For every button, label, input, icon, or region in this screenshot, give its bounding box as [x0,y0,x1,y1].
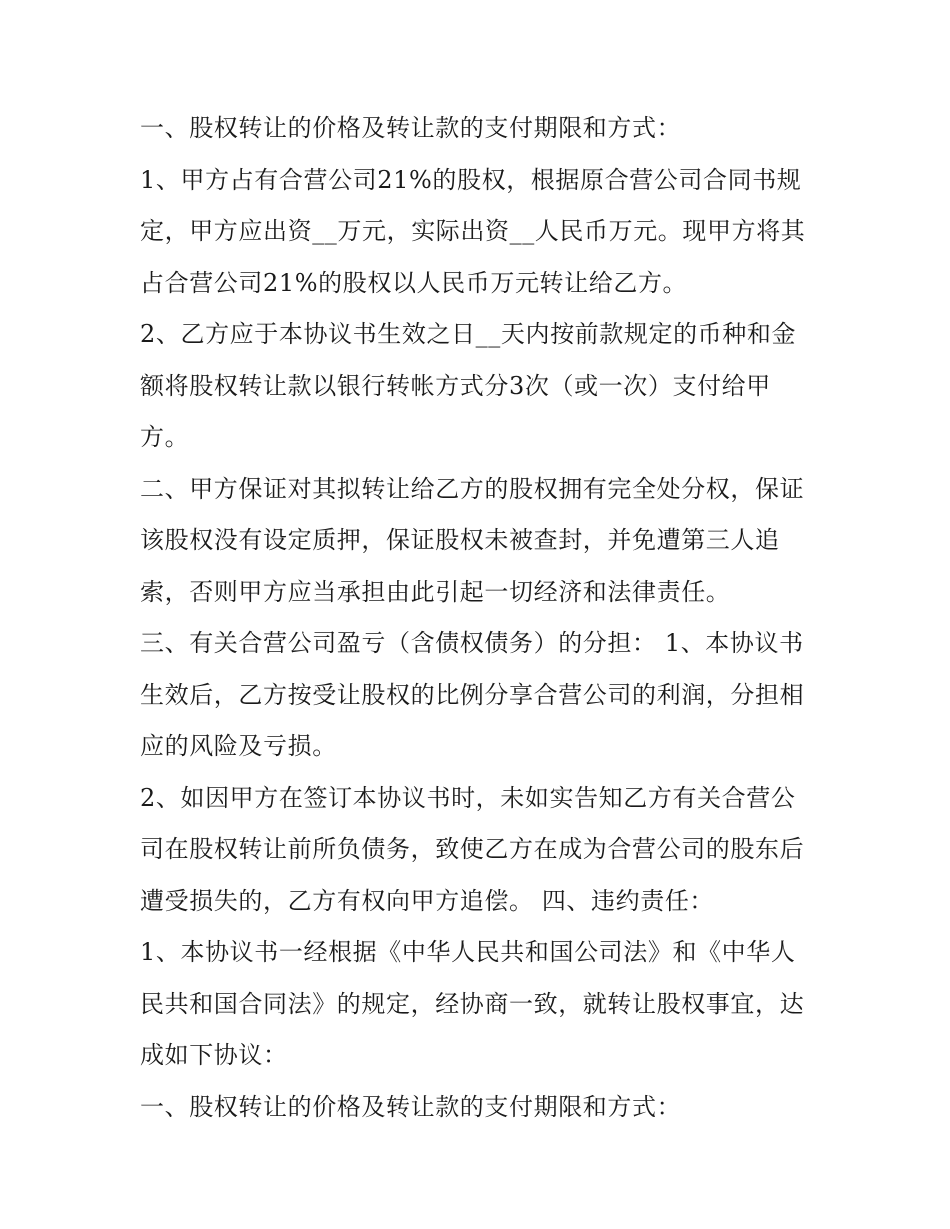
paragraph-2: 1、甲方占有合营公司21%的股权，根据原合营公司合同书规定，甲方应出资__万元，实际出资__人民币万元。现甲方将其占合营公司21%的股权以人民币万元转让给乙方。 [140,165,806,297]
paragraph-7: 1、本协议书一经根据《中华人民共和国公司法》和《中华人民共和国合同法》的规定，经协商一致，就转让股权事宜，达成如下协议： [140,938,805,1069]
paragraph-3: 2、乙方应于本协议书生效之日__天内按前款规定的币种和金额将股权转让款以银行转帐方式分3次（或一次）支付给甲方。 [140,320,797,451]
paragraph-4: 二、甲方保证对其拟转让给乙方的股权拥有完全处分权，保证该股权没有设定质押，保证股权未被查封，并免遭第三人追索，否则甲方应当承担由此引起一切经济和法律责任。 [140,474,805,606]
paragraph-5: 三、有关合营公司盈亏（含债权债务）的分担： 1、本协议书生效后，乙方按受让股权的比例分享合营公司的利润，分担相应的风险及亏损。 [140,629,805,760]
paragraph-1: 一、股权转让的价格及转让款的支付期限和方式： [140,114,682,142]
document-body [140,103,820,1133]
paragraph-8: 一、股权转让的价格及转让款的支付期限和方式： [140,1092,682,1121]
paragraph-6: 2、如因甲方在签订本协议书时，未如实告知乙方有关合营公司在股权转让前所负债务，致使乙方在成为合营公司的股东后遭受损失的，乙方有权向甲方追偿。 四、违约责任： [140,783,805,915]
